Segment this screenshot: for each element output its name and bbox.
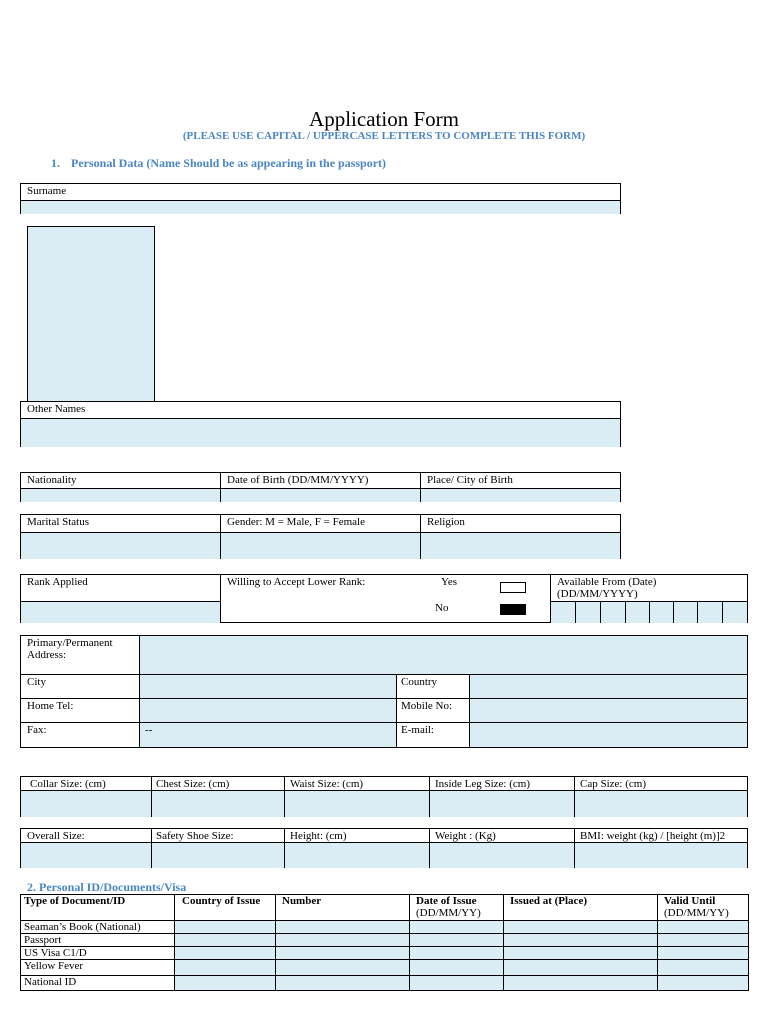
date-cell-divider (673, 602, 674, 623)
divider (220, 515, 221, 558)
religion-field[interactable] (421, 532, 620, 559)
date-of-issue-header: Date of Issue (416, 895, 477, 907)
primary-address-label-line2: Address: (27, 649, 67, 661)
country-of-issue-field[interactable] (175, 934, 276, 947)
valid-until-field[interactable] (658, 960, 749, 976)
country-field[interactable] (470, 675, 747, 698)
divider (284, 829, 285, 867)
yes-label: Yes (441, 576, 458, 588)
nationality-block (20, 472, 621, 502)
surname-field[interactable] (21, 200, 620, 214)
divider (284, 777, 285, 816)
religion-label: Religion (427, 516, 465, 528)
weight-field[interactable] (430, 842, 574, 868)
date-of-issue-format: (DD/MM/YY) (416, 907, 481, 919)
valid-until-format: (DD/MM/YY) (664, 907, 729, 919)
chest-size-label: Chest Size: (cm) (156, 778, 230, 790)
table-row (21, 976, 749, 991)
valid-until-field[interactable] (658, 921, 749, 934)
divider (396, 674, 397, 747)
date-cell-divider (697, 602, 698, 623)
doc-type-cell: Seaman’s Book (National) (21, 921, 175, 934)
dob-field[interactable] (221, 488, 420, 502)
number-field[interactable] (276, 947, 410, 960)
col-type-of-document: Type of Document/ID (21, 895, 175, 921)
valid-until-field[interactable] (658, 947, 749, 960)
gender-field[interactable] (221, 532, 420, 559)
rank-applied-field[interactable] (21, 601, 220, 623)
inside-leg-size-label: Inside Leg Size: (cm) (435, 778, 530, 790)
available-from-label: Available From (Date) (557, 576, 657, 588)
email-field[interactable] (470, 723, 747, 747)
rank-applied-label: Rank Applied (27, 576, 88, 588)
divider (574, 829, 575, 867)
gender-label: Gender: M = Male, F = Female (227, 516, 365, 528)
col-country-of-issue: Country of Issue (175, 895, 276, 921)
issued-at-field[interactable] (504, 960, 658, 976)
number-field[interactable] (276, 921, 410, 934)
marital-status-field[interactable] (21, 532, 220, 559)
divider (420, 473, 421, 501)
divider (420, 515, 421, 558)
no-checkbox[interactable] (500, 604, 526, 615)
dob-label: Date of Birth (DD/MM/YYYY) (227, 474, 369, 486)
height-label: Height: (cm) (290, 830, 347, 842)
table-row (21, 947, 749, 960)
page-subtitle: (PLEASE USE CAPITAL / UPPERCASE LETTERS TO COMPLETE THIS FORM) (182, 130, 586, 142)
divider (151, 777, 152, 816)
divider (139, 636, 140, 747)
fax-field[interactable] (140, 723, 396, 747)
issued-at-field[interactable] (504, 934, 658, 947)
table-row (21, 921, 749, 934)
divider (469, 674, 470, 747)
date-of-issue-field[interactable] (410, 960, 504, 976)
col-issued-at: Issued at (Place) (504, 895, 658, 921)
address-block (20, 635, 748, 748)
willing-lower-rank-label: Willing to Accept Lower Rank: (227, 576, 366, 588)
valid-until-field[interactable] (658, 934, 749, 947)
marital-status-label: Marital Status (27, 516, 90, 528)
mobile-label: Mobile No: (401, 700, 453, 712)
other-names-label: Other Names (27, 403, 86, 415)
doc-type-cell: US Visa C1/D (21, 947, 175, 960)
other-names-field[interactable] (21, 418, 620, 447)
home-tel-field[interactable] (140, 699, 396, 722)
doc-type-cell: National ID (21, 976, 175, 991)
cap-size-label: Cap Size: (cm) (580, 778, 646, 790)
section1-heading (51, 156, 386, 171)
primary-address-field[interactable] (140, 636, 747, 674)
country-of-issue-field[interactable] (175, 921, 276, 934)
cap-size-field[interactable] (575, 790, 747, 817)
valid-until-header: Valid Until (664, 895, 716, 907)
collar-size-field[interactable] (21, 790, 151, 817)
number-field[interactable] (276, 976, 410, 991)
valid-until-field[interactable] (658, 976, 749, 991)
divider (220, 575, 221, 622)
no-label: No (435, 602, 449, 614)
country-label: Country (401, 676, 438, 688)
issued-at-field[interactable] (504, 947, 658, 960)
place-of-birth-field[interactable] (421, 488, 620, 502)
col-valid-until (658, 895, 749, 921)
number-field[interactable] (276, 934, 410, 947)
city-label: City (27, 676, 46, 688)
country-of-issue-field[interactable] (175, 960, 276, 976)
bmi-field[interactable] (575, 842, 747, 868)
surname-label: Surname (27, 185, 67, 197)
available-from-format: (DD/MM/YYYY) (557, 588, 638, 600)
marital-block (20, 514, 621, 559)
date-of-issue-field[interactable] (410, 976, 504, 991)
section2-heading: 2. Personal ID/Documents/Visa (27, 880, 187, 894)
fax-label: Fax: (27, 724, 47, 736)
issued-at-field[interactable] (504, 921, 658, 934)
country-of-issue-field[interactable] (175, 947, 276, 960)
collar-size-label: Collar Size: (cm) (30, 778, 106, 790)
overall-size-field[interactable] (21, 842, 151, 868)
nationality-label: Nationality (27, 474, 77, 486)
section1-number: 1. (51, 156, 60, 170)
surname-block (20, 183, 621, 214)
safety-shoe-size-field[interactable] (152, 842, 284, 868)
primary-address-label-line1: Primary/Permanent (27, 637, 113, 649)
overall-size-label: Overall Size: (27, 830, 85, 842)
divider (151, 829, 152, 867)
date-of-issue-field[interactable] (410, 947, 504, 960)
nationality-field[interactable] (21, 488, 220, 502)
table-header-row (21, 895, 749, 921)
inside-leg-size-field[interactable] (430, 790, 574, 817)
chest-size-field[interactable] (152, 790, 284, 817)
waist-size-label: Waist Size: (cm) (290, 778, 364, 790)
date-cell-divider (625, 602, 626, 623)
documents-table (20, 894, 749, 991)
divider (574, 777, 575, 816)
col-number: Number (276, 895, 410, 921)
divider (429, 829, 430, 867)
col-date-of-issue (410, 895, 504, 921)
available-from-date-field[interactable] (551, 601, 747, 623)
bmi-label: BMI: weight (kg) / [height (m)]2 (580, 830, 726, 842)
sizes-row2 (20, 828, 748, 868)
issued-at-field[interactable] (504, 976, 658, 991)
date-cell-divider (600, 602, 601, 623)
table-row (21, 934, 749, 947)
sizes-row1 (20, 776, 748, 817)
date-cell-divider (575, 602, 576, 623)
mobile-field[interactable] (470, 699, 747, 722)
country-of-issue-field[interactable] (175, 976, 276, 991)
number-field[interactable] (276, 960, 410, 976)
page-title: Application Form (309, 107, 459, 131)
other-names-block (20, 401, 621, 447)
divider (220, 473, 221, 501)
photo-box[interactable] (27, 226, 155, 402)
safety-shoe-size-label: Safety Shoe Size: (156, 830, 234, 842)
section1-title: Personal Data (Name Should be as appearing in the passport) (71, 156, 387, 170)
doc-type-cell: Passport (21, 934, 175, 947)
divider (429, 777, 430, 816)
table-row (21, 960, 749, 976)
date-of-issue-field[interactable] (410, 934, 504, 947)
weight-label: Weight : (Kg) (435, 830, 496, 842)
home-tel-label: Home Tel: (27, 700, 74, 712)
doc-type-cell: Yellow Fever (21, 960, 175, 976)
city-field[interactable] (140, 675, 396, 698)
date-of-issue-field[interactable] (410, 921, 504, 934)
yes-checkbox[interactable] (500, 582, 526, 593)
waist-size-field[interactable] (285, 790, 429, 817)
date-cell-divider (649, 602, 650, 623)
height-field[interactable] (285, 842, 429, 868)
fax-value: -- (145, 724, 153, 736)
rank-block (20, 574, 748, 623)
place-of-birth-label: Place/ City of Birth (427, 474, 513, 486)
email-label: E-mail: (401, 724, 434, 736)
date-cell-divider (722, 602, 723, 623)
